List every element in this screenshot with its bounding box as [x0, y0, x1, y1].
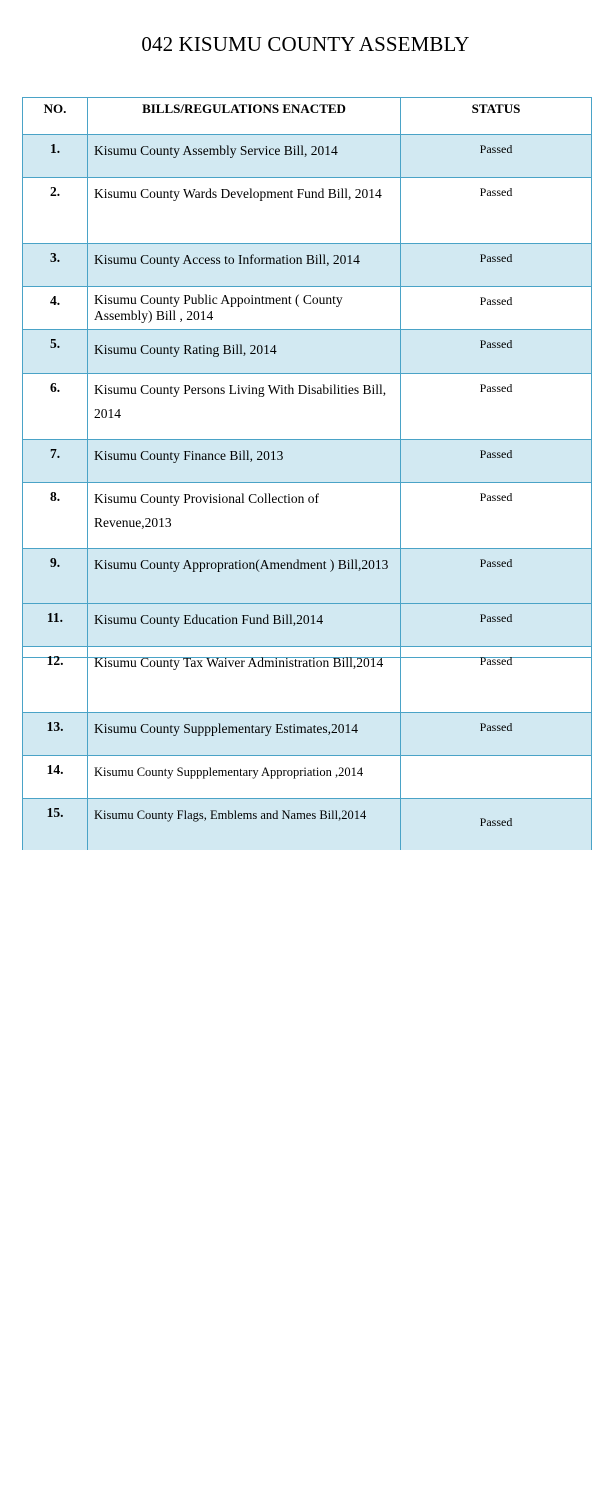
row-number: 3. [23, 244, 88, 287]
row-number: 7. [23, 440, 88, 483]
bill-name: Kisumu County Assembly Service Bill, 2014 [88, 135, 401, 178]
table-row [23, 756, 592, 799]
bill-name: Kisumu County Finance Bill, 2013 [88, 440, 401, 483]
table-row [23, 374, 592, 440]
bill-status: Passed [401, 374, 592, 440]
bill-name: Kisumu County Suppplementary Estimates,2014 [88, 713, 401, 756]
row-number: 12. [23, 647, 88, 713]
row-number: 13. [23, 713, 88, 756]
table-row [23, 440, 592, 483]
table-row [23, 483, 592, 549]
bill-status: Passed [401, 799, 592, 851]
header-bills: BILLS/REGULATIONS ENACTED [88, 98, 401, 135]
table-row [23, 647, 592, 713]
row-number: 6. [23, 374, 88, 440]
header-status: STATUS [401, 98, 592, 135]
row-number: 14. [23, 756, 88, 799]
bill-status: Passed [401, 287, 592, 330]
bill-status: Passed [401, 330, 592, 374]
bill-name: Kisumu County Wards Development Fund Bill, 2014 [88, 178, 401, 244]
table-row [23, 799, 592, 851]
bill-status: Passed [401, 440, 592, 483]
bill-name: Kisumu County Education Fund Bill,2014 [88, 604, 401, 647]
bill-status: Passed [401, 604, 592, 647]
row-number: 1. [23, 135, 88, 178]
table-row [23, 713, 592, 756]
table-row [23, 178, 592, 244]
bill-name: Kisumu County Rating Bill, 2014 [88, 330, 401, 374]
bill-name: Kisumu County Provisional Collection of Revenue,2013 [88, 483, 401, 549]
row-number: 5. [23, 330, 88, 374]
bill-status: Passed [401, 483, 592, 549]
bill-status: Passed [401, 178, 592, 244]
bill-name: Kisumu County Suppplementary Appropriation ,2014 [88, 756, 401, 799]
bill-name: Kisumu County Persons Living With Disabilities Bill, 2014 [88, 374, 401, 440]
table-row [23, 287, 592, 330]
header-no: NO. [23, 98, 88, 135]
bill-status: Passed [401, 647, 592, 713]
table-row [23, 330, 592, 374]
bills-table-continued [22, 603, 592, 850]
document-title: 042 KISUMU COUNTY ASSEMBLY [141, 32, 470, 56]
row-number: 11. [23, 604, 88, 647]
bill-name: Kisumu County Appropration(Amendment ) Bill,2013 [88, 549, 401, 615]
bill-name: Kisumu County Public Appointment ( County Assembly) Bill , 2014 [88, 287, 401, 330]
table-row [23, 604, 592, 647]
row-number: 8. [23, 483, 88, 549]
row-number: 4. [23, 287, 88, 330]
bill-status: Passed [401, 549, 592, 615]
row-number: 9. [23, 549, 88, 615]
table-header-row [23, 98, 592, 135]
bill-status [401, 756, 592, 799]
row-number: 15. [23, 799, 88, 851]
bill-name: Kisumu County Tax Waiver Administration Bill,2014 [88, 647, 401, 713]
bill-status: Passed [401, 713, 592, 756]
table-row [23, 135, 592, 178]
bill-name: Kisumu County Access to Information Bill, 2014 [88, 244, 401, 287]
bill-name: Kisumu County Flags, Emblems and Names Bill,2014 [88, 799, 401, 851]
row-number: 2. [23, 178, 88, 244]
bill-status: Passed [401, 135, 592, 178]
bill-status: Passed [401, 244, 592, 287]
bills-table [22, 97, 592, 658]
table-row [23, 244, 592, 287]
